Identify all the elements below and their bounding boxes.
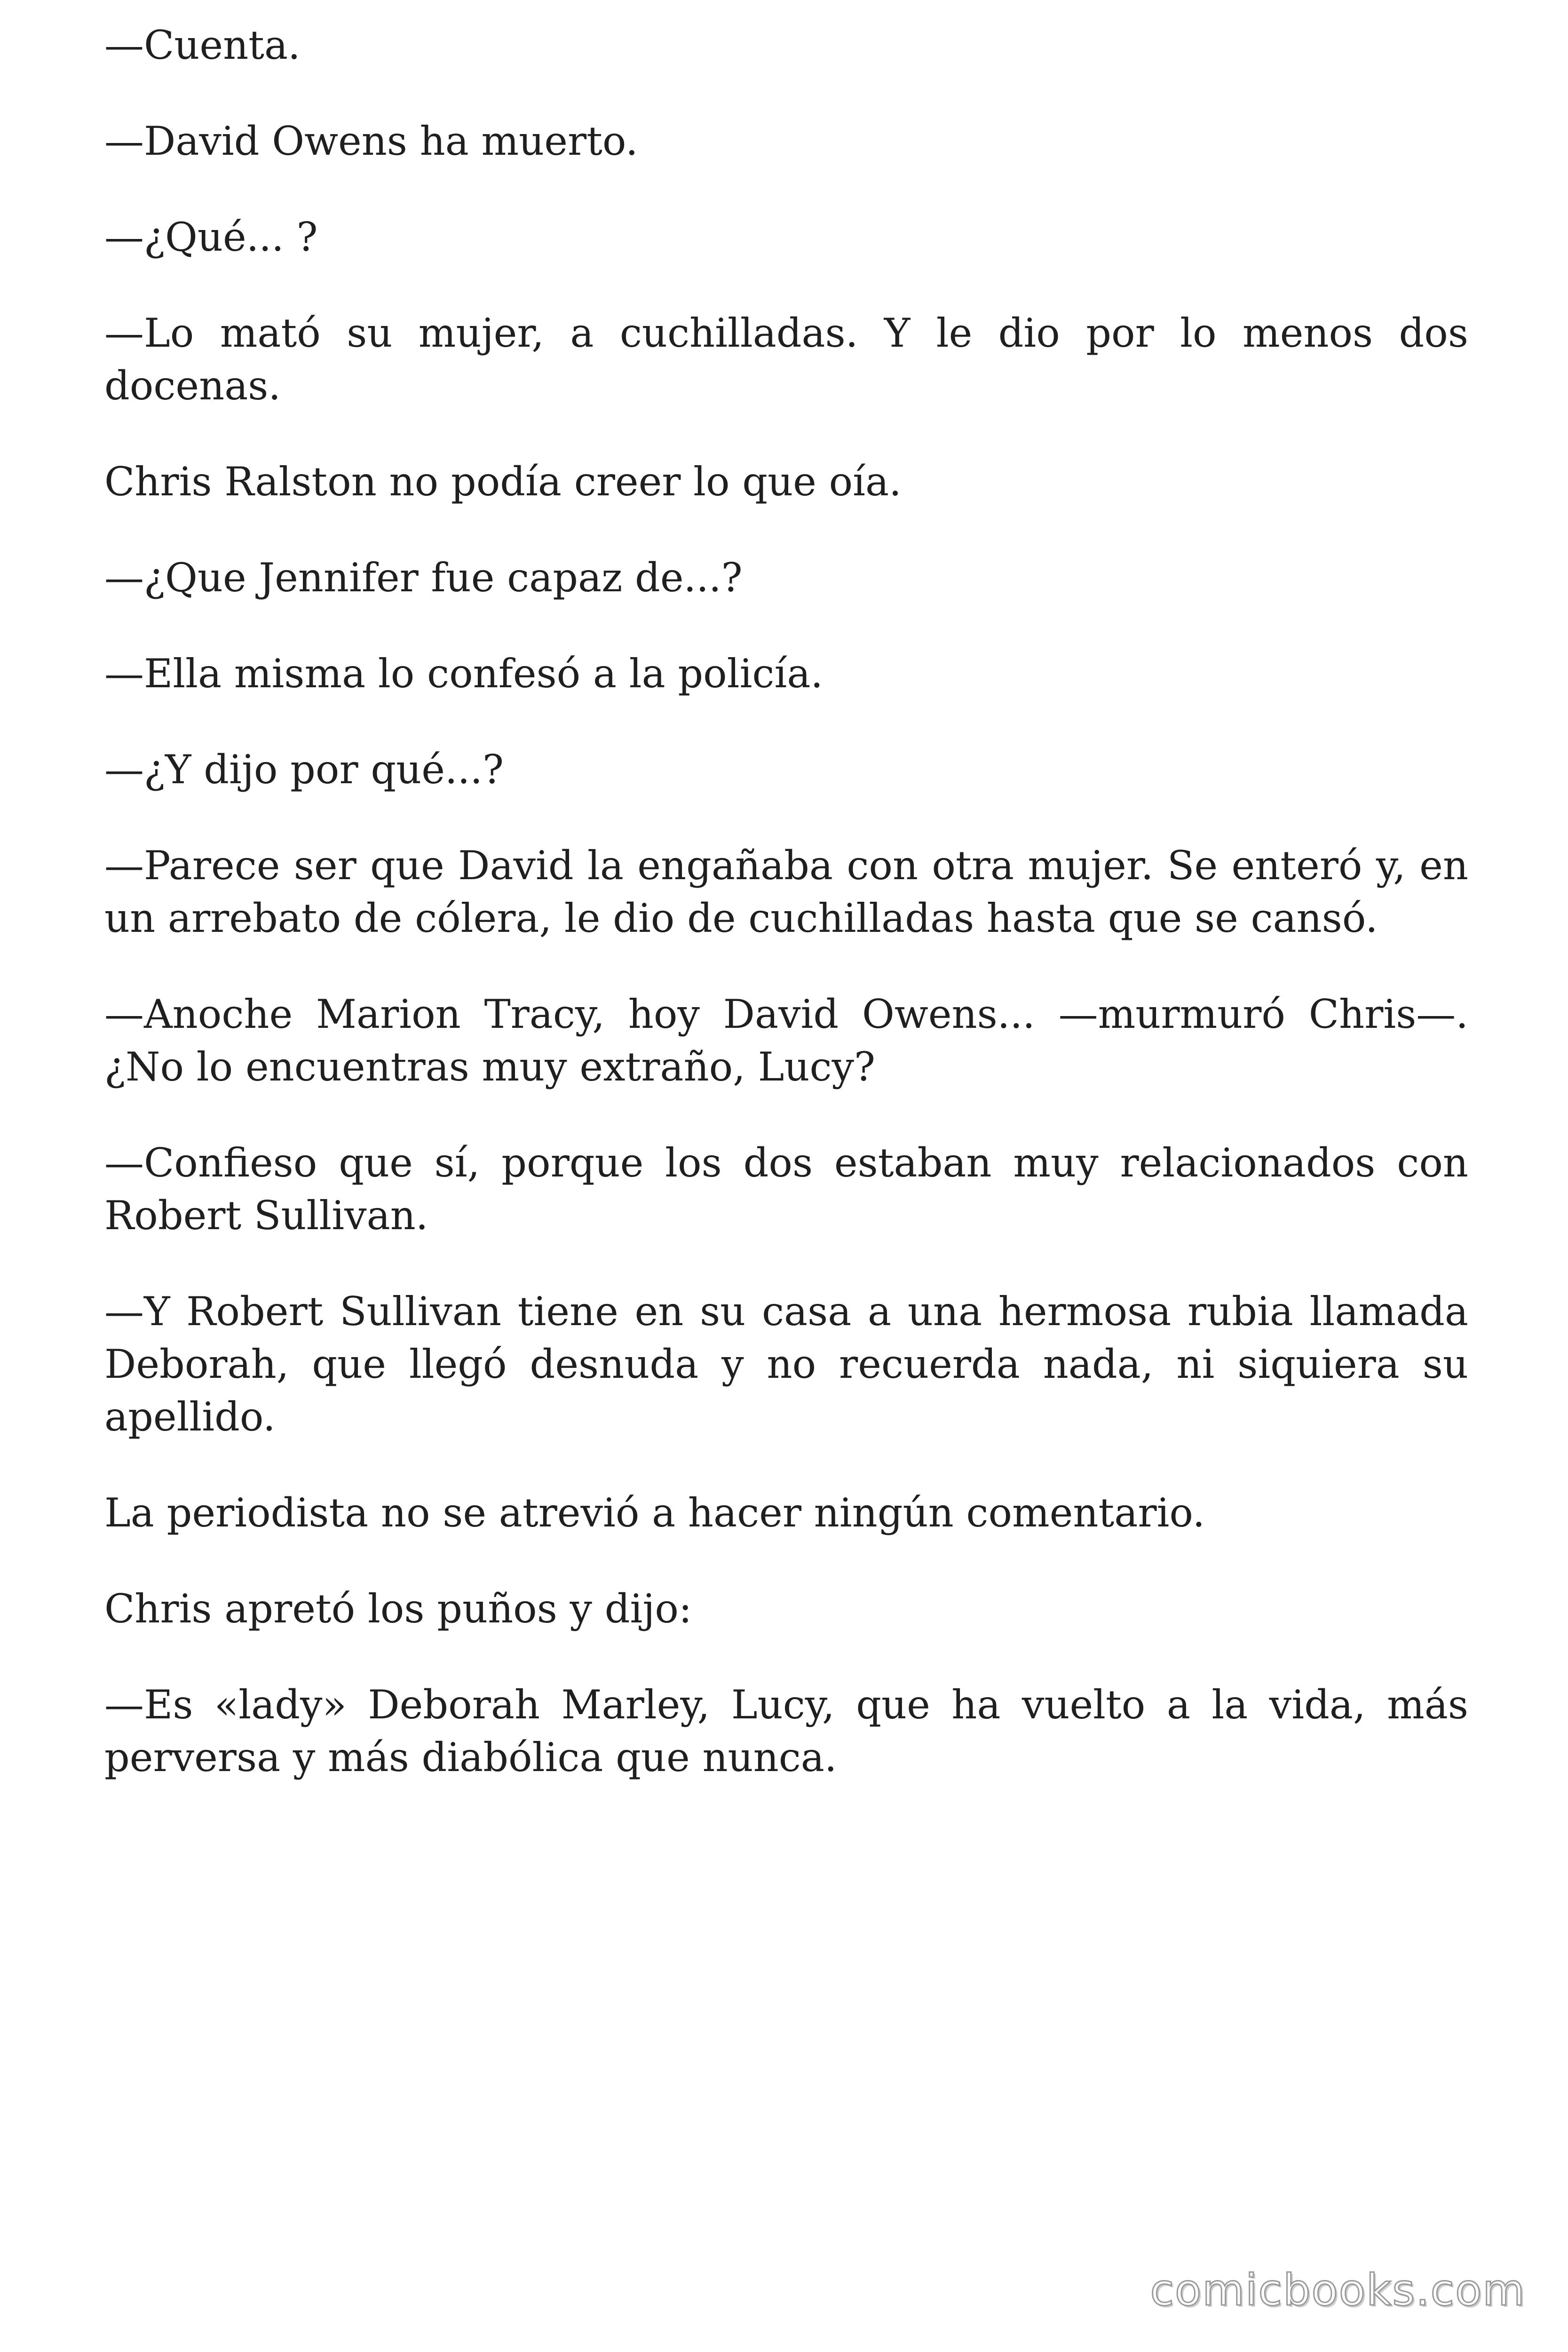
paragraph: —Lo mató su mujer, a cuchilladas. Y le dio por lo menos dos docenas. bbox=[104, 310, 1468, 409]
paragraph: —Cuenta. bbox=[104, 22, 301, 68]
paragraph: —¿Que Jennifer fue capaz de...? bbox=[104, 555, 743, 601]
paragraph: La periodista no se atrevió a hacer ningún comentario. bbox=[104, 1490, 1205, 1536]
paragraph: —Confieso que sí, porque los dos estaban muy relacionados con Robert Sullivan. bbox=[104, 1140, 1468, 1239]
paragraph: Chris apretó los puños y dijo: bbox=[104, 1586, 692, 1632]
watermark-logo: comicbooks.com bbox=[1150, 2265, 1526, 2315]
page-body bbox=[104, 19, 1468, 1827]
paragraph: —¿Qué... ? bbox=[104, 214, 318, 260]
paragraph: —¿Y dijo por qué...? bbox=[104, 747, 504, 793]
paragraph: —Es «lady» Deborah Marley, Lucy, que ha vuelto a la vida, más perversa y más diabólica que nunca. bbox=[104, 1682, 1468, 1780]
paragraph: —Y Robert Sullivan tiene en su casa a una hermosa rubia llamada Deborah, que llegó desnuda y no recuerda nada, ni siquiera su apellido. bbox=[104, 1288, 1468, 1440]
paragraph: —Anoche Marion Tracy, hoy David Owens... —murmuró Chris—. ¿No lo encuentras muy extraño, Lucy? bbox=[104, 991, 1468, 1090]
paragraph: Chris Ralston no podía creer lo que oía. bbox=[104, 459, 902, 505]
paragraph: —Ella misma lo confesó a la policía. bbox=[104, 651, 824, 697]
paragraph: —Parece ser que David la engañaba con otra mujer. Se enteró y, en un arrebato de cólera, le dio de cuchilladas hasta que se cansó. bbox=[104, 842, 1468, 941]
paragraph: —David Owens ha muerto. bbox=[104, 118, 638, 164]
